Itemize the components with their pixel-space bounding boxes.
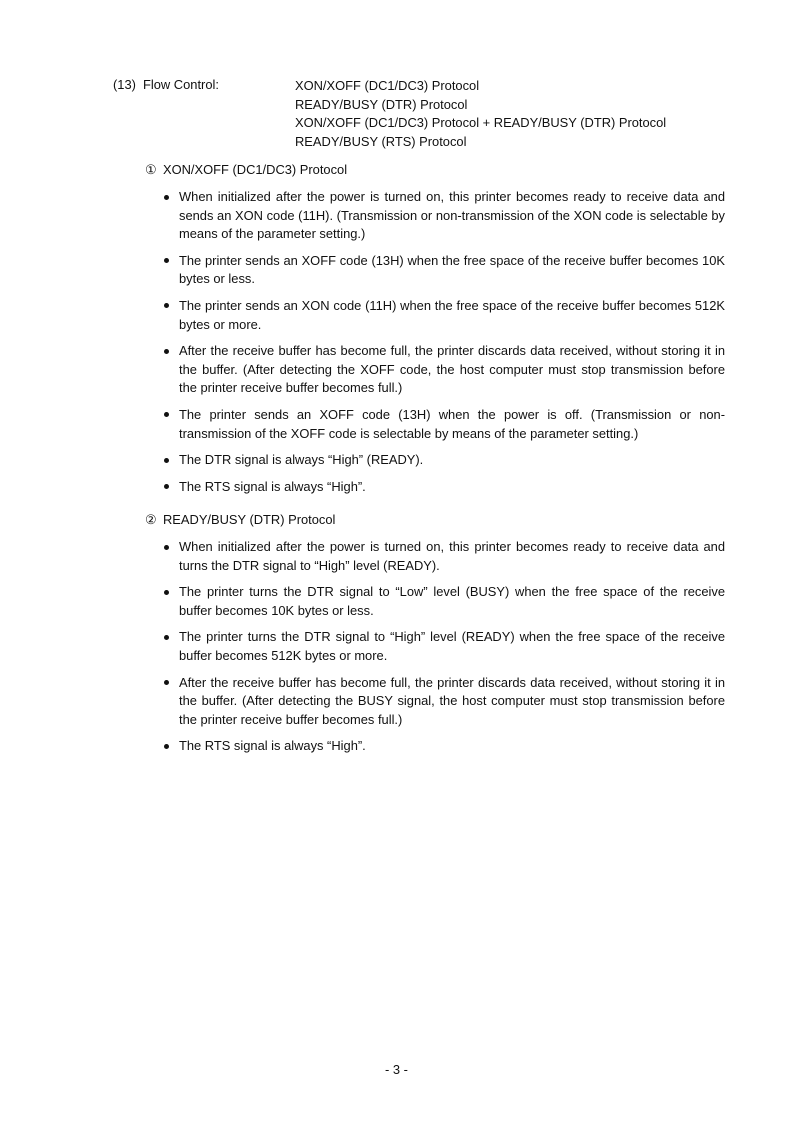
protocol-list [295,77,666,152]
bullet-icon [164,458,169,463]
section-ready-busy-dtr [145,511,725,764]
list-item-text: The DTR signal is always “High” (READY). [179,452,424,468]
list-item-text: The printer sends an XOFF code (13H) when the free space of the receive buffer becomes 10K bytes or less. [179,252,725,287]
list-item [145,342,725,398]
protocol-option: XON/XOFF (DC1/DC3) Protocol [295,78,480,93]
list-item-text: The printer turns the DTR signal to “High” level (READY) when the free space of the receive buffer becomes 512K bytes or more. [179,629,725,663]
section-title-text: XON/XOFF (DC1/DC3) Protocol [163,162,348,177]
bullet-icon [164,484,169,489]
list-item-text: The RTS signal is always “High”. [179,478,366,494]
protocol-option: READY/BUSY (DTR) Protocol [295,96,468,112]
list-item [145,538,725,575]
list-item-text: After the receive buffer has become full, the printer discards data received, without storing it in the buffer. (After detecting the XOFF code, the host computer must stop transmission before the printer receive buffer becomes full.) [179,343,725,396]
list-item [145,583,725,620]
bullet-icon [164,258,169,263]
protocol-option: XON/XOFF (DC1/DC3) Protocol + READY/BUSY (DTR) Protocol [295,115,667,131]
list-item-text: When initialized after the power is turned on, this printer becomes ready to receive data and sends an XON code (11H). (Transmission or non-transmission of the XON code is selectable by means of the parameter setting.) [179,189,725,242]
list-item-text: The printer sends an XON code (11H) when the free space of the receive buffer becomes 512K bytes or more. [179,297,725,332]
list-item [145,188,725,244]
bullet-icon [164,635,169,640]
item-number: (13) [113,77,136,92]
page-number: - 3 - [385,1062,408,1077]
list-item-text: After the receive buffer has become full, the printer discards data received, without storing it in the buffer. (After detecting the BUSY signal, the host computer must stop transmission before the printer receive buffer becomes full.) [179,674,725,727]
section-title [145,161,725,179]
bullet-icon [164,195,169,200]
section-xon-xoff [145,161,725,504]
list-item-text: The printer sends an XOFF code (13H) when the power is off. (Transmission or non-transmission of the XOFF code is selectable by means of the parameter setting.) [179,406,725,441]
bullet-icon [164,545,169,550]
item-label: Flow Control: [143,77,219,92]
list-item [145,252,725,289]
bullet-list [145,188,725,496]
section-marker: ① [145,162,157,177]
list-item [145,737,725,756]
list-item-text: When initialized after the power is turned on, this printer becomes ready to receive data and turns the DTR signal to “High” level (READY). [179,539,725,573]
bullet-icon [164,349,169,354]
bullet-list [145,538,725,756]
section-title-text: READY/BUSY (DTR) Protocol [163,512,336,527]
list-item [145,451,725,470]
list-item [145,297,725,334]
bullet-icon [164,744,169,749]
list-item-text: The RTS signal is always “High”. [179,738,366,754]
list-item [145,674,725,730]
bullet-icon [164,412,169,417]
list-item [145,628,725,665]
section-title [145,511,725,529]
list-item-text: The printer turns the DTR signal to “Low” level (BUSY) when the free space of the receive buffer becomes 10K bytes or less. [179,584,725,618]
section-marker: ② [145,512,157,527]
protocol-option: READY/BUSY (RTS) Protocol [295,134,467,150]
list-item [145,406,725,443]
bullet-icon [164,590,169,595]
bullet-icon [164,680,169,685]
bullet-icon [164,303,169,308]
list-item [145,478,725,497]
